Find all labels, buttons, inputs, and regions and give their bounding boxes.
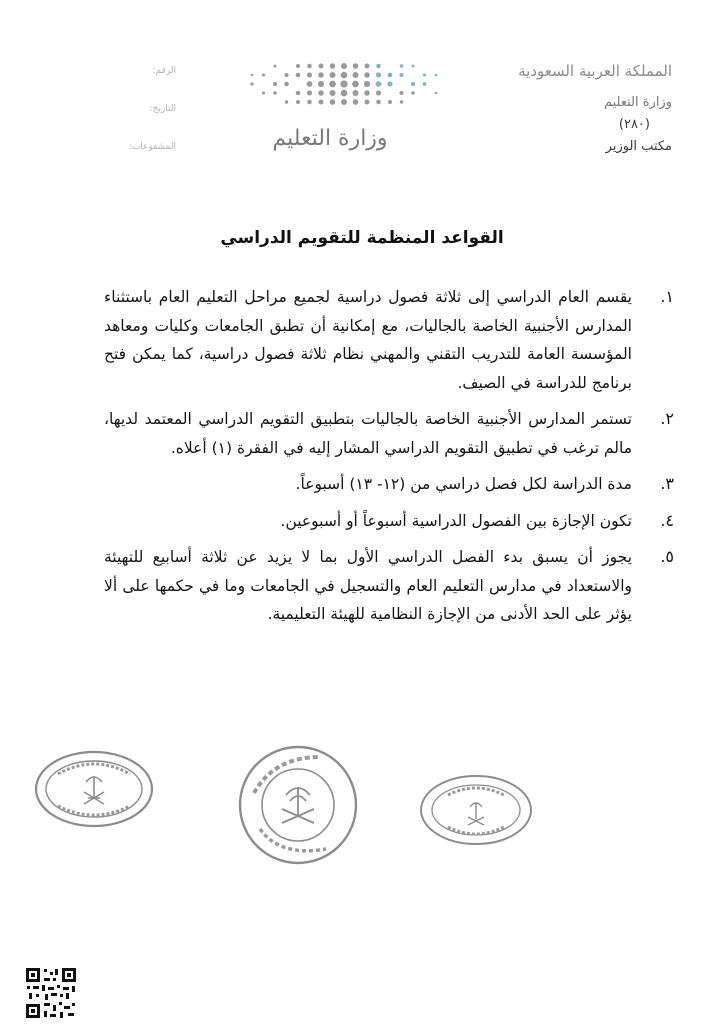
ministry-round-stamp-icon xyxy=(236,743,360,867)
list-item xyxy=(104,283,674,397)
document-title: القواعد المنظمة للتقويم الدراسي xyxy=(220,228,504,248)
logo-dot xyxy=(352,90,358,96)
logo-dot xyxy=(411,82,415,86)
ministry-logo-text: وزارة التعليم xyxy=(272,126,388,151)
item-number: ٢. xyxy=(660,409,674,428)
logo-dot xyxy=(399,73,403,77)
logo-dot xyxy=(365,100,370,105)
logo-dot xyxy=(376,81,382,87)
logo-dot xyxy=(376,64,381,69)
letterhead-left xyxy=(106,66,176,180)
list-item xyxy=(104,543,674,629)
logo-dot xyxy=(400,64,404,68)
logo-dot xyxy=(364,81,370,87)
logo-dot xyxy=(329,90,335,96)
logo-dot xyxy=(318,81,324,87)
rules-list xyxy=(104,283,674,637)
list-item xyxy=(104,405,674,462)
ministry-name: وزارة التعليم xyxy=(603,95,672,110)
logo-dot xyxy=(341,63,347,69)
logo-dot xyxy=(388,73,393,78)
logo-dot xyxy=(376,90,381,95)
logo-dot xyxy=(296,100,300,104)
logo-dot xyxy=(330,99,336,105)
logo-dot xyxy=(329,81,336,88)
item-text: يجوز أن يسبق بدء الفصل الدراسي الأول بما لا يزيد عن ثلاثة أسابيع للتهيئة والاستعداد في مدارس التعليم العام والتسجيل في الجامعات وما في حكمها على ألا يؤثر على الحد الأدنى من الإجازة النظامية للهيئة التعليمية. xyxy=(104,548,632,623)
list-item xyxy=(104,507,674,536)
logo-dot xyxy=(353,63,359,69)
logo-dot xyxy=(296,91,301,96)
logo-dot xyxy=(387,81,392,86)
logo-dot xyxy=(364,72,370,78)
item-text: تستمر المدارس الأجنبية الخاصة بالجاليات بتطبيق التقويم الدراسي المعتمد لديها، مالم ترغب في تطبيق التقويم الدراسي المشار إليه في الفقرة (١) أعلاه. xyxy=(104,410,632,457)
logo-dot xyxy=(423,73,426,76)
logo-dot xyxy=(307,90,312,95)
logo-dot xyxy=(330,63,336,69)
logo-dot xyxy=(284,73,288,77)
logo-dot xyxy=(341,90,348,97)
logo-dot xyxy=(329,72,335,78)
letterhead-right xyxy=(492,60,672,158)
logo-dot xyxy=(352,81,359,88)
logo-dot xyxy=(274,65,277,68)
logo-dot xyxy=(273,82,277,86)
logo-dot xyxy=(319,64,324,69)
item-number: ١. xyxy=(660,287,674,306)
logo-dot xyxy=(262,91,265,94)
reference-number: (٢٨٠) xyxy=(618,117,650,132)
logo-dot xyxy=(376,100,381,105)
item-text: يقسم العام الدراسي إلى ثلاثة فصول دراسية لجميع مراحل التعليم العام باستثناء المدارس الأجنبية الخاصة بالجاليات، مع إمكانية أن تطبق الجامعات وكليات ومعاهد المؤسسة العامة للتدريب التقني والمهني نظام ثلاثة فصول دراسية، كما يمكن فتح برنامج للدراسة في الصيف. xyxy=(104,288,632,392)
office-name: مكتب الوزير xyxy=(605,139,672,154)
logo-dot xyxy=(296,64,300,68)
logo-dot xyxy=(399,91,403,95)
logo-dot xyxy=(352,72,358,78)
date-label: التاريخ: xyxy=(149,104,176,114)
logo-dot xyxy=(340,80,347,87)
list-item xyxy=(104,470,674,499)
logo-dot xyxy=(364,90,370,96)
logo-dot xyxy=(307,81,313,87)
item-text: مدة الدراسة لكل فصل دراسي من (١٢- ١٣) أسبوعاً. xyxy=(295,475,632,493)
logo-dot xyxy=(319,100,324,105)
right-seal-stamp-icon xyxy=(418,773,534,847)
logo-dot xyxy=(284,82,289,87)
logo-dot xyxy=(341,72,348,79)
item-number: ٤. xyxy=(660,510,674,530)
logo-dot xyxy=(435,92,438,95)
logo-dot xyxy=(318,72,324,78)
logo-dot xyxy=(376,72,381,77)
logo-dot xyxy=(285,100,289,104)
logo-dot xyxy=(262,73,265,76)
logo-dot xyxy=(307,72,312,77)
logo-dot xyxy=(353,99,359,105)
item-number: ٣. xyxy=(660,474,674,493)
logo-dot xyxy=(365,64,370,69)
logo-dot xyxy=(412,65,415,68)
logo-dot xyxy=(296,73,301,78)
logo-dot xyxy=(411,91,415,95)
logo-dot xyxy=(250,82,253,85)
number-label: الرقم: xyxy=(152,66,176,76)
logo-dot xyxy=(435,74,438,77)
left-seal-stamp-icon xyxy=(32,748,156,830)
logo-dot xyxy=(307,64,312,69)
logo-dot xyxy=(307,100,312,105)
qr-code-icon xyxy=(24,966,78,1020)
logo-dot xyxy=(388,100,392,104)
logo-dot xyxy=(251,74,254,77)
kingdom-name: المملكة العربية السعودية xyxy=(518,62,672,80)
logo-dot xyxy=(423,82,427,86)
item-number: ٥. xyxy=(660,547,674,566)
logo-dot xyxy=(318,90,324,96)
logo-dot xyxy=(400,100,404,104)
logo-dot xyxy=(341,99,347,105)
logo-dot xyxy=(273,91,277,95)
item-text: تكون الإجازة بين الفصول الدراسية أسبوعاً أو أسبوعين. xyxy=(280,511,632,530)
attachments-label: المشفوعات: xyxy=(128,142,176,152)
